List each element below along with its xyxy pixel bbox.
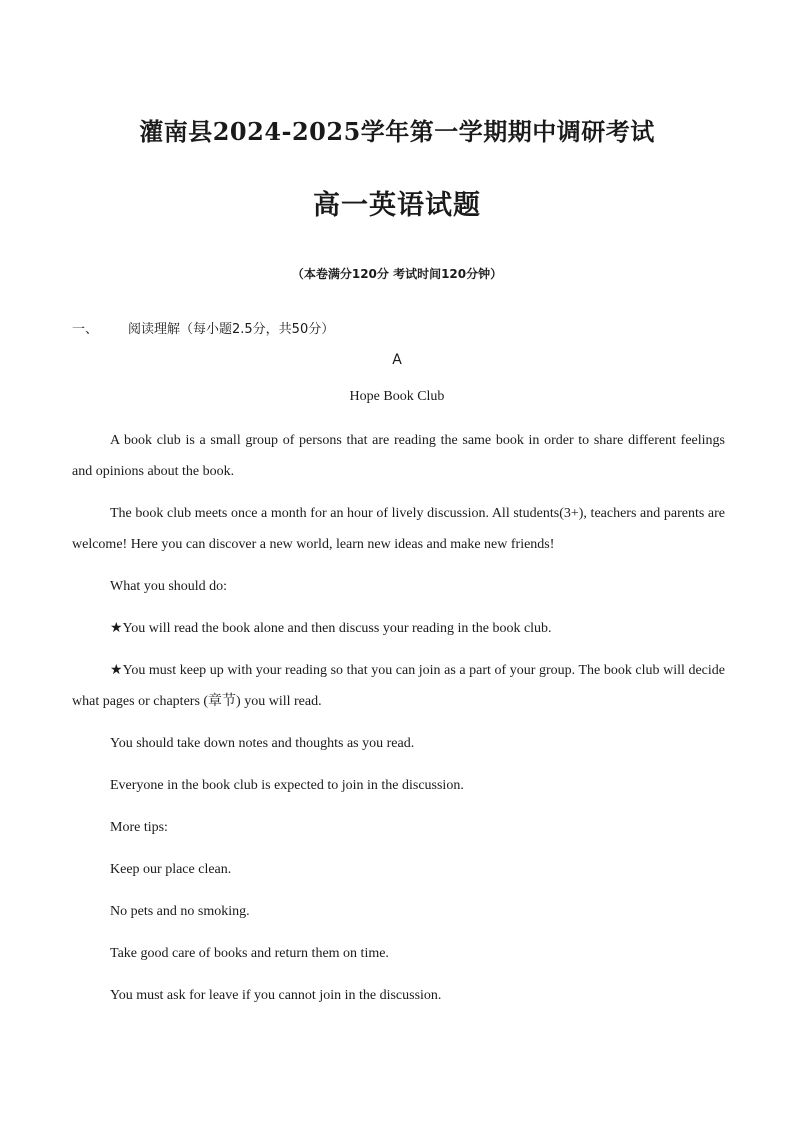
paragraph-more-tips: More tips: (110, 820, 168, 835)
paragraph-meeting: The book club meets once a month for an hour of lively discussion. All students(3+), teachers and parents are welcome! Here you can discover a new world, learn new ideas and make new friends! (72, 506, 725, 552)
paragraph-rule-keep-up: ★You must keep up with your reading so that you can join as a part of your group. The book club will decide what pages or chapters (章节) you will read. (72, 663, 725, 709)
paragraph-tip-books: Take good care of books and return them on time. (110, 946, 389, 961)
passage-title: Hope Book Club (349, 389, 445, 404)
paragraph-tip-leave: You must ask for leave if you cannot join in the discussion. (110, 988, 442, 1003)
exam-title: 灌南县2024-2025学年第一学期期中调研考试 (139, 117, 655, 146)
exam-meta: （本卷满分120分 考试时间120分钟） (291, 267, 503, 281)
paragraph-tip-clean: Keep our place clean. (110, 862, 232, 877)
section-number: 一、 (72, 322, 99, 337)
paragraph-what-to-do: What you should do: (110, 579, 228, 594)
paragraph-intro: A book club is a small group of persons that are reading the same book in order to share different feelings and opinions about the book. (72, 433, 725, 479)
section-title: 阅读理解（每小题2.5分，共50分） (128, 322, 335, 337)
paragraph-tip-pets: No pets and no smoking. (110, 904, 250, 919)
exam-subtitle: 高一英语试题 (313, 190, 481, 221)
section-heading (72, 318, 722, 337)
passage-letter: A (392, 352, 402, 368)
paragraph-discussion: Everyone in the book club is expected to join in the discussion. (110, 778, 464, 793)
paragraph-notes: You should take down notes and thoughts as you read. (110, 736, 415, 751)
paragraph-rule-read: ★You will read the book alone and then discuss your reading in the book club. (110, 621, 552, 636)
